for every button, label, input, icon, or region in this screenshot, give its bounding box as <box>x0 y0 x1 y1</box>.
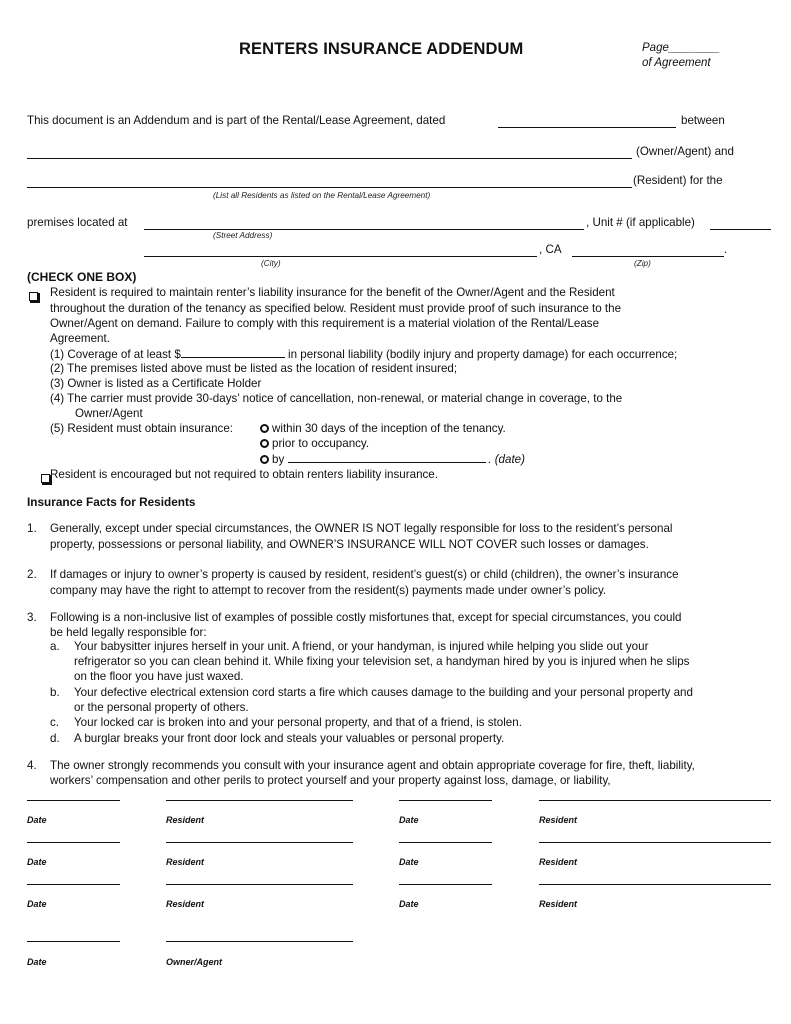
signature-resident-line[interactable] <box>539 842 771 843</box>
signature-date-label: Date <box>27 857 47 867</box>
between-label: between <box>681 114 725 127</box>
example-d-text: A burglar breaks your front door lock and steals your valuables or personal property. <box>74 732 505 745</box>
example-a-label: a. <box>50 640 60 653</box>
signature-resident-label: Resident <box>539 857 578 867</box>
owner-agent-label: (Owner/Agent) and <box>636 145 734 158</box>
signature-resident-label: Resident <box>166 815 205 825</box>
facts-heading: Insurance Facts for Residents <box>27 495 196 509</box>
unit-number-field[interactable] <box>710 229 771 230</box>
example-a-line2: refrigerator so you can clean behind it. While fixing your television set, a handyman hired by you is injured when he slips <box>74 655 690 668</box>
by-date-field[interactable] <box>288 452 486 463</box>
resident-label: (Resident) for the <box>633 174 723 187</box>
requirement-3: (3) Owner is listed as a Certificate Holder <box>50 377 262 390</box>
fact-4-number: 4. <box>27 759 37 772</box>
street-address-caption: (Street Address) <box>213 231 273 240</box>
fact-2-line2: company may have the right to attempt to recover from the resident(s) payments made under owner’s policy. <box>50 584 607 597</box>
example-c-text: Your locked car is broken into and your personal property, and that of a friend, is stolen. <box>74 716 522 729</box>
signature-date-line[interactable] <box>399 800 492 801</box>
signature-resident-line[interactable] <box>539 884 771 885</box>
of-agreement-label: of Agreement <box>642 57 711 69</box>
zip-period: . <box>724 243 728 256</box>
signature-resident-line[interactable] <box>539 800 771 801</box>
signature-date-line[interactable] <box>399 884 492 885</box>
zip-caption: (Zip) <box>634 259 651 268</box>
signature-date-label: Date <box>27 899 47 909</box>
example-b-line2: or the personal property of others. <box>74 701 249 714</box>
premises-label: premises located at <box>27 216 128 229</box>
intro-text: This document is an Addendum and is part of the Rental/Lease Agreement, dated <box>27 114 446 127</box>
signature-resident-label: Resident <box>539 899 578 909</box>
requirement-5: (5) Resident must obtain insurance: <box>50 422 234 435</box>
signature-date-label: Date <box>399 815 419 825</box>
fact-2-line1: If damages or injury to owner’s property is caused by resident, resident’s guest(s) or child (children), the owner’s insurance <box>50 568 679 581</box>
signature-resident-label: Resident <box>539 815 578 825</box>
check-one-heading: (CHECK ONE BOX) <box>27 270 137 284</box>
option1-text-line3: Owner/Agent on demand. Failure to comply with this requirement is a material violation of the Rental/Lease <box>50 317 600 330</box>
owner-agent-field[interactable] <box>27 158 632 159</box>
requirement-4-line2: Owner/Agent <box>75 407 143 420</box>
fact-1-line2: property, possessions or personal liability, and OWNER’S INSURANCE WILL NOT COVER such losses or damages. <box>50 538 649 551</box>
street-address-field[interactable] <box>144 229 584 230</box>
fact-3-number: 3. <box>27 611 37 624</box>
fact-1-number: 1. <box>27 522 37 535</box>
signature-date-label: Date <box>27 815 47 825</box>
fact-4-line1: The owner strongly recommends you consult with your insurance agent and obtain appropriate coverage for fire, theft, liability, <box>50 759 695 772</box>
example-a-line1: Your babysitter injures herself in your unit. A friend, or your handyman, is injured while helping you slide out your <box>74 640 649 653</box>
option2-text: Resident is encouraged but not required to obtain renters liability insurance. <box>50 468 438 481</box>
example-a-line3: on the floor you have just waxed. <box>74 670 244 683</box>
agreement-date-field[interactable] <box>498 127 676 128</box>
requirement-1-prefix: (1) Coverage of at least $ <box>50 348 181 361</box>
signature-date-line[interactable] <box>27 941 120 942</box>
requirement-1-suffix: in personal liability (bodily injury and property damage) for each occurrence; <box>284 348 678 361</box>
signature-resident-line[interactable] <box>166 884 353 885</box>
requirement-2: (2) The premises listed above must be listed as the location of resident insured; <box>50 362 458 375</box>
city-caption: (City) <box>261 259 281 268</box>
fact-3-line2: be held legally responsible for: <box>50 626 207 639</box>
example-c-label: c. <box>50 716 60 729</box>
signature-date-line[interactable] <box>27 842 120 843</box>
unit-label: , Unit # (if applicable) <box>586 216 695 229</box>
page-number-label: Page________ <box>642 42 721 54</box>
signature-date-line[interactable] <box>399 842 492 843</box>
option1-text-line1: Resident is required to maintain renter’s liability insurance for the benefit of the Owner/Agent and the Resident <box>50 286 615 299</box>
req5-option-prior-occupancy[interactable]: prior to occupancy. <box>260 437 369 451</box>
requirement-4-line1: (4) The carrier must provide 30-days’ notice of cancellation, non-renewal, or material change in coverage, to the <box>50 392 623 405</box>
signature-owner-agent-label: Owner/Agent <box>166 957 223 967</box>
signature-resident-line[interactable] <box>166 842 353 843</box>
option1-text-line2: throughout the duration of the tenancy as specified below. Resident must provide proof of such insurance to the <box>50 302 622 315</box>
residents-field[interactable] <box>27 187 632 188</box>
requirement-1 <box>50 347 677 362</box>
signature-date-label: Date <box>399 899 419 909</box>
signature-owner-agent-line[interactable] <box>166 941 353 942</box>
fact-1-line1: Generally, except under special circumstances, the OWNER IS NOT legally responsible for loss to the resident’s personal <box>50 522 673 535</box>
example-b-line1: Your defective electrical extension cord starts a fire which causes damage to the building and your personal property and <box>74 686 693 699</box>
signature-date-label: Date <box>27 957 47 967</box>
option1-text-line4: Agreement. <box>50 332 110 345</box>
signature-date-label: Date <box>399 857 419 867</box>
list-residents-caption: (List all Residents as listed on the Rental/Lease Agreement) <box>213 191 431 200</box>
radio-by-date-icon[interactable] <box>260 455 269 464</box>
req5-option-by-date[interactable]: by . (date) <box>260 452 525 467</box>
required-insurance-checkbox[interactable] <box>29 292 38 301</box>
fact-4-line2: workers’ compensation and other perils to protect yourself and your property against loss, damage, or liability, <box>50 774 611 787</box>
ca-label: , CA <box>539 243 562 256</box>
example-b-label: b. <box>50 686 60 699</box>
signature-resident-label: Resident <box>166 899 205 909</box>
example-d-label: d. <box>50 732 60 745</box>
zip-field[interactable] <box>572 256 724 257</box>
signature-date-line[interactable] <box>27 884 120 885</box>
signature-resident-line[interactable] <box>166 800 353 801</box>
city-field[interactable] <box>144 256 537 257</box>
req5-option-30-days[interactable]: within 30 days of the inception of the tenancy. <box>260 422 506 436</box>
fact-3-line1: Following is a non-inclusive list of examples of possible costly misfortunes that, except for special circumstances, you could <box>50 611 682 624</box>
signature-date-line[interactable] <box>27 800 120 801</box>
radio-prior-occupancy-icon[interactable] <box>260 439 269 448</box>
coverage-amount-field[interactable] <box>181 347 285 358</box>
page-title: RENTERS INSURANCE ADDENDUM <box>239 40 524 58</box>
fact-2-number: 2. <box>27 568 37 581</box>
encouraged-insurance-checkbox[interactable] <box>41 474 50 483</box>
radio-30-days-icon[interactable] <box>260 424 269 433</box>
signature-resident-label: Resident <box>166 857 205 867</box>
